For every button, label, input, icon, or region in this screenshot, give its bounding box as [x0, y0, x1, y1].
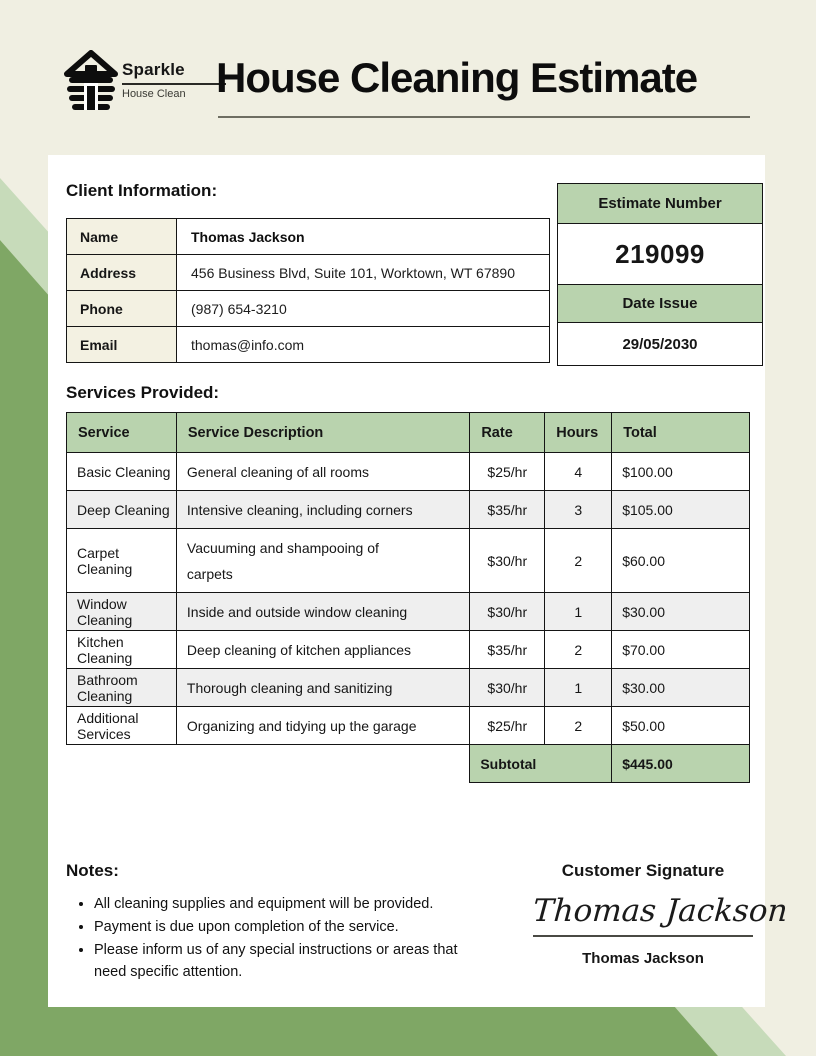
note-item: • Please inform us of any special instructions or areas that need specific attention.	[94, 939, 470, 983]
estimate-meta-box	[557, 183, 763, 366]
col-service: Service	[67, 413, 177, 453]
subtotal-row	[67, 745, 750, 783]
service-description: Deep cleaning of kitchen appliances	[176, 631, 469, 669]
services-header-row	[67, 413, 750, 453]
client-address-label: Address	[67, 255, 177, 291]
notes-list	[78, 893, 470, 984]
client-email-label: Email	[67, 327, 177, 363]
subtotal-label: Subtotal	[470, 745, 612, 783]
note-item: • All cleaning supplies and equipment will be provided.	[94, 893, 470, 915]
client-phone-value: (987) 654-3210	[177, 291, 550, 327]
brand-tagline: House Clean	[122, 88, 186, 100]
service-rate: $30/hr	[470, 669, 545, 707]
service-hours: 2	[545, 707, 612, 745]
estimate-number-header: Estimate Number	[558, 184, 762, 224]
service-hours: 4	[545, 453, 612, 491]
client-email-value: thomas@info.com	[177, 327, 550, 363]
date-issue-header: Date Issue	[558, 285, 762, 323]
service-rate: $30/hr	[470, 593, 545, 631]
client-address-value: 456 Business Blvd, Suite 101, Worktown, WT 67890	[177, 255, 550, 291]
cabin-logo-icon	[64, 50, 118, 110]
service-name: Deep Cleaning	[67, 491, 177, 529]
service-rate: $30/hr	[470, 529, 545, 593]
client-phone-label: Phone	[67, 291, 177, 327]
service-hours: 3	[545, 491, 612, 529]
client-info-heading: Client Information:	[66, 181, 218, 200]
signature-heading: Customer Signature	[561, 861, 725, 880]
date-issue-value: 29/05/2030	[622, 335, 698, 353]
col-description: Service Description	[176, 413, 469, 453]
service-name: Basic Cleaning	[67, 453, 177, 491]
signature-line	[533, 935, 753, 937]
client-row-address	[67, 255, 550, 291]
col-rate: Rate	[470, 413, 545, 453]
service-row-kitchen	[67, 631, 750, 669]
client-name-label: Name	[67, 219, 177, 255]
client-row-email	[67, 327, 550, 363]
service-name: Bathroom Cleaning	[67, 669, 177, 707]
notes-heading: Notes:	[66, 861, 119, 880]
service-description: General cleaning of all rooms	[176, 453, 469, 491]
client-row-name	[67, 219, 550, 255]
service-description: Organizing and tidying up the garage	[176, 707, 469, 745]
service-rate: $25/hr	[470, 707, 545, 745]
subtotal-spacer	[67, 745, 177, 783]
document-card	[48, 155, 789, 1007]
service-total: $30.00	[612, 593, 750, 631]
note-item: • Payment is due upon completion of the service.	[94, 916, 470, 938]
brand-name: Sparkle	[122, 60, 185, 79]
service-row-basic	[67, 453, 750, 491]
service-description: Thorough cleaning and sanitizing	[176, 669, 469, 707]
services-heading: Services Provided:	[66, 383, 220, 402]
estimate-number-value: 219099	[558, 224, 762, 285]
service-rate: $35/hr	[470, 631, 545, 669]
service-name: Carpet Cleaning	[67, 529, 177, 593]
signature-printed-name: Thomas Jackson	[582, 950, 704, 967]
service-total: $105.00	[612, 491, 750, 529]
service-row-window	[67, 593, 750, 631]
service-description: Inside and outside window cleaning	[176, 593, 469, 631]
service-name: Additional Services	[67, 707, 177, 745]
signature-block	[531, 861, 789, 967]
service-rate: $35/hr	[470, 491, 545, 529]
service-hours: 2	[545, 631, 612, 669]
service-description: Vacuuming and shampooing of carpets	[176, 529, 469, 593]
service-name: Kitchen Cleaning	[67, 631, 177, 669]
service-hours: 1	[545, 669, 612, 707]
client-name-value: Thomas Jackson	[177, 219, 550, 255]
service-hours: 2	[545, 529, 612, 593]
client-info-table	[66, 218, 550, 363]
service-description: Intensive cleaning, including corners	[176, 491, 469, 529]
col-hours: Hours	[545, 413, 612, 453]
service-row-deep	[67, 491, 750, 529]
service-row-carpet	[67, 529, 750, 593]
service-total: $30.00	[612, 669, 750, 707]
client-row-phone	[67, 291, 550, 327]
brand-block	[122, 60, 228, 100]
brand-divider	[122, 83, 226, 85]
service-row-additional	[67, 707, 750, 745]
service-total: $100.00	[612, 453, 750, 491]
page-title: House Cleaning Estimate	[216, 54, 698, 101]
service-row-bathroom	[67, 669, 750, 707]
services-table	[66, 412, 750, 783]
signature-script: Thomas Jackson	[531, 893, 789, 929]
service-total: $60.00	[612, 529, 750, 593]
service-total: $50.00	[612, 707, 750, 745]
service-name: Window Cleaning	[67, 593, 177, 631]
subtotal-spacer	[176, 745, 469, 783]
service-hours: 1	[545, 593, 612, 631]
service-total: $70.00	[612, 631, 750, 669]
service-rate: $25/hr	[470, 453, 545, 491]
col-total: Total	[612, 413, 750, 453]
subtotal-value: $445.00	[612, 745, 750, 783]
title-underline	[218, 116, 750, 118]
